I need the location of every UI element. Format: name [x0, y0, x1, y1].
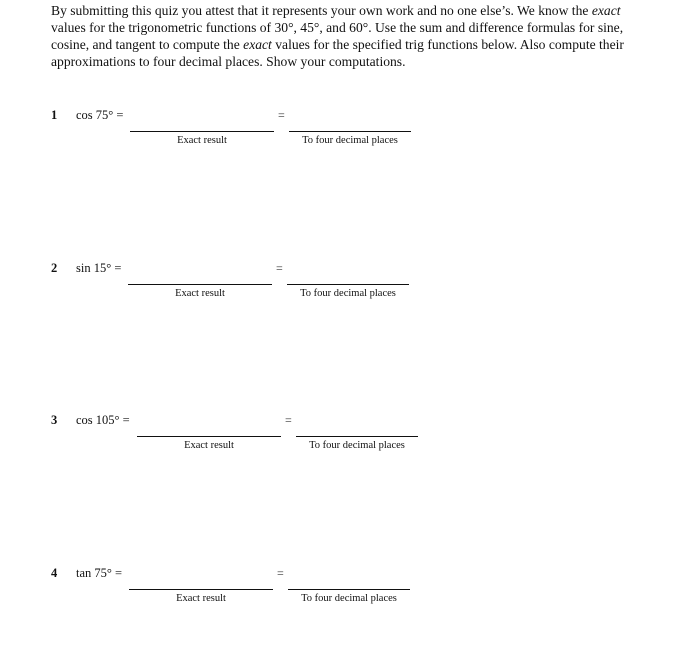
exact-answer-line[interactable] — [129, 589, 273, 590]
instructions-emphasis-exact-1: exact — [591, 3, 621, 18]
instructions-paragraph — [51, 2, 651, 70]
decimal-places-label: To four decimal places — [302, 135, 398, 146]
exact-answer-line[interactable] — [128, 284, 272, 285]
decimal-places-label: To four decimal places — [309, 440, 405, 451]
instructions-text-2: values for the trigonometric functions of 30°, 45°, and 60°. Use the sum and difference formulas for sine, cosine, and tangent to compute the — [51, 20, 624, 52]
exact-answer-line[interactable] — [130, 131, 274, 132]
problem-number: 4 — [51, 566, 58, 580]
exact-result-label: Exact result — [184, 440, 234, 451]
instructions-text-1: By submitting this quiz you attest that it represents your own work and no one else’s. We know the — [51, 3, 592, 18]
problem-4 — [0, 565, 700, 625]
instructions-emphasis-exact-2: exact — [243, 37, 272, 52]
instructions-text-3: values for the specified trig functions below. Also compute their approximations to four decimal places. Show your computations. — [51, 37, 624, 69]
problem-expression: cos 105° = — [76, 413, 130, 427]
decimal-places-label: To four decimal places — [300, 288, 396, 299]
problem-number: 1 — [51, 108, 58, 122]
problem-3 — [0, 412, 700, 472]
decimal-answer-line[interactable] — [288, 589, 410, 590]
decimal-places-label: To four decimal places — [301, 593, 397, 604]
decimal-answer-line[interactable] — [296, 436, 418, 437]
problem-expression: cos 75° = — [76, 108, 124, 122]
problem-number: 3 — [51, 413, 58, 427]
equals-sign: = — [276, 261, 283, 275]
equals-sign: = — [285, 413, 292, 427]
exact-result-label: Exact result — [175, 288, 225, 299]
exact-result-label: Exact result — [177, 135, 227, 146]
exact-result-label: Exact result — [176, 593, 226, 604]
problem-expression: sin 15° = — [76, 261, 122, 275]
problem-number: 2 — [51, 261, 58, 275]
decimal-answer-line[interactable] — [289, 131, 411, 132]
problem-2 — [0, 260, 700, 320]
problem-1 — [0, 107, 700, 167]
exact-answer-line[interactable] — [137, 436, 281, 437]
decimal-answer-line[interactable] — [287, 284, 409, 285]
equals-sign: = — [277, 566, 284, 580]
equals-sign: = — [278, 108, 285, 122]
problem-expression: tan 75° = — [76, 566, 123, 580]
